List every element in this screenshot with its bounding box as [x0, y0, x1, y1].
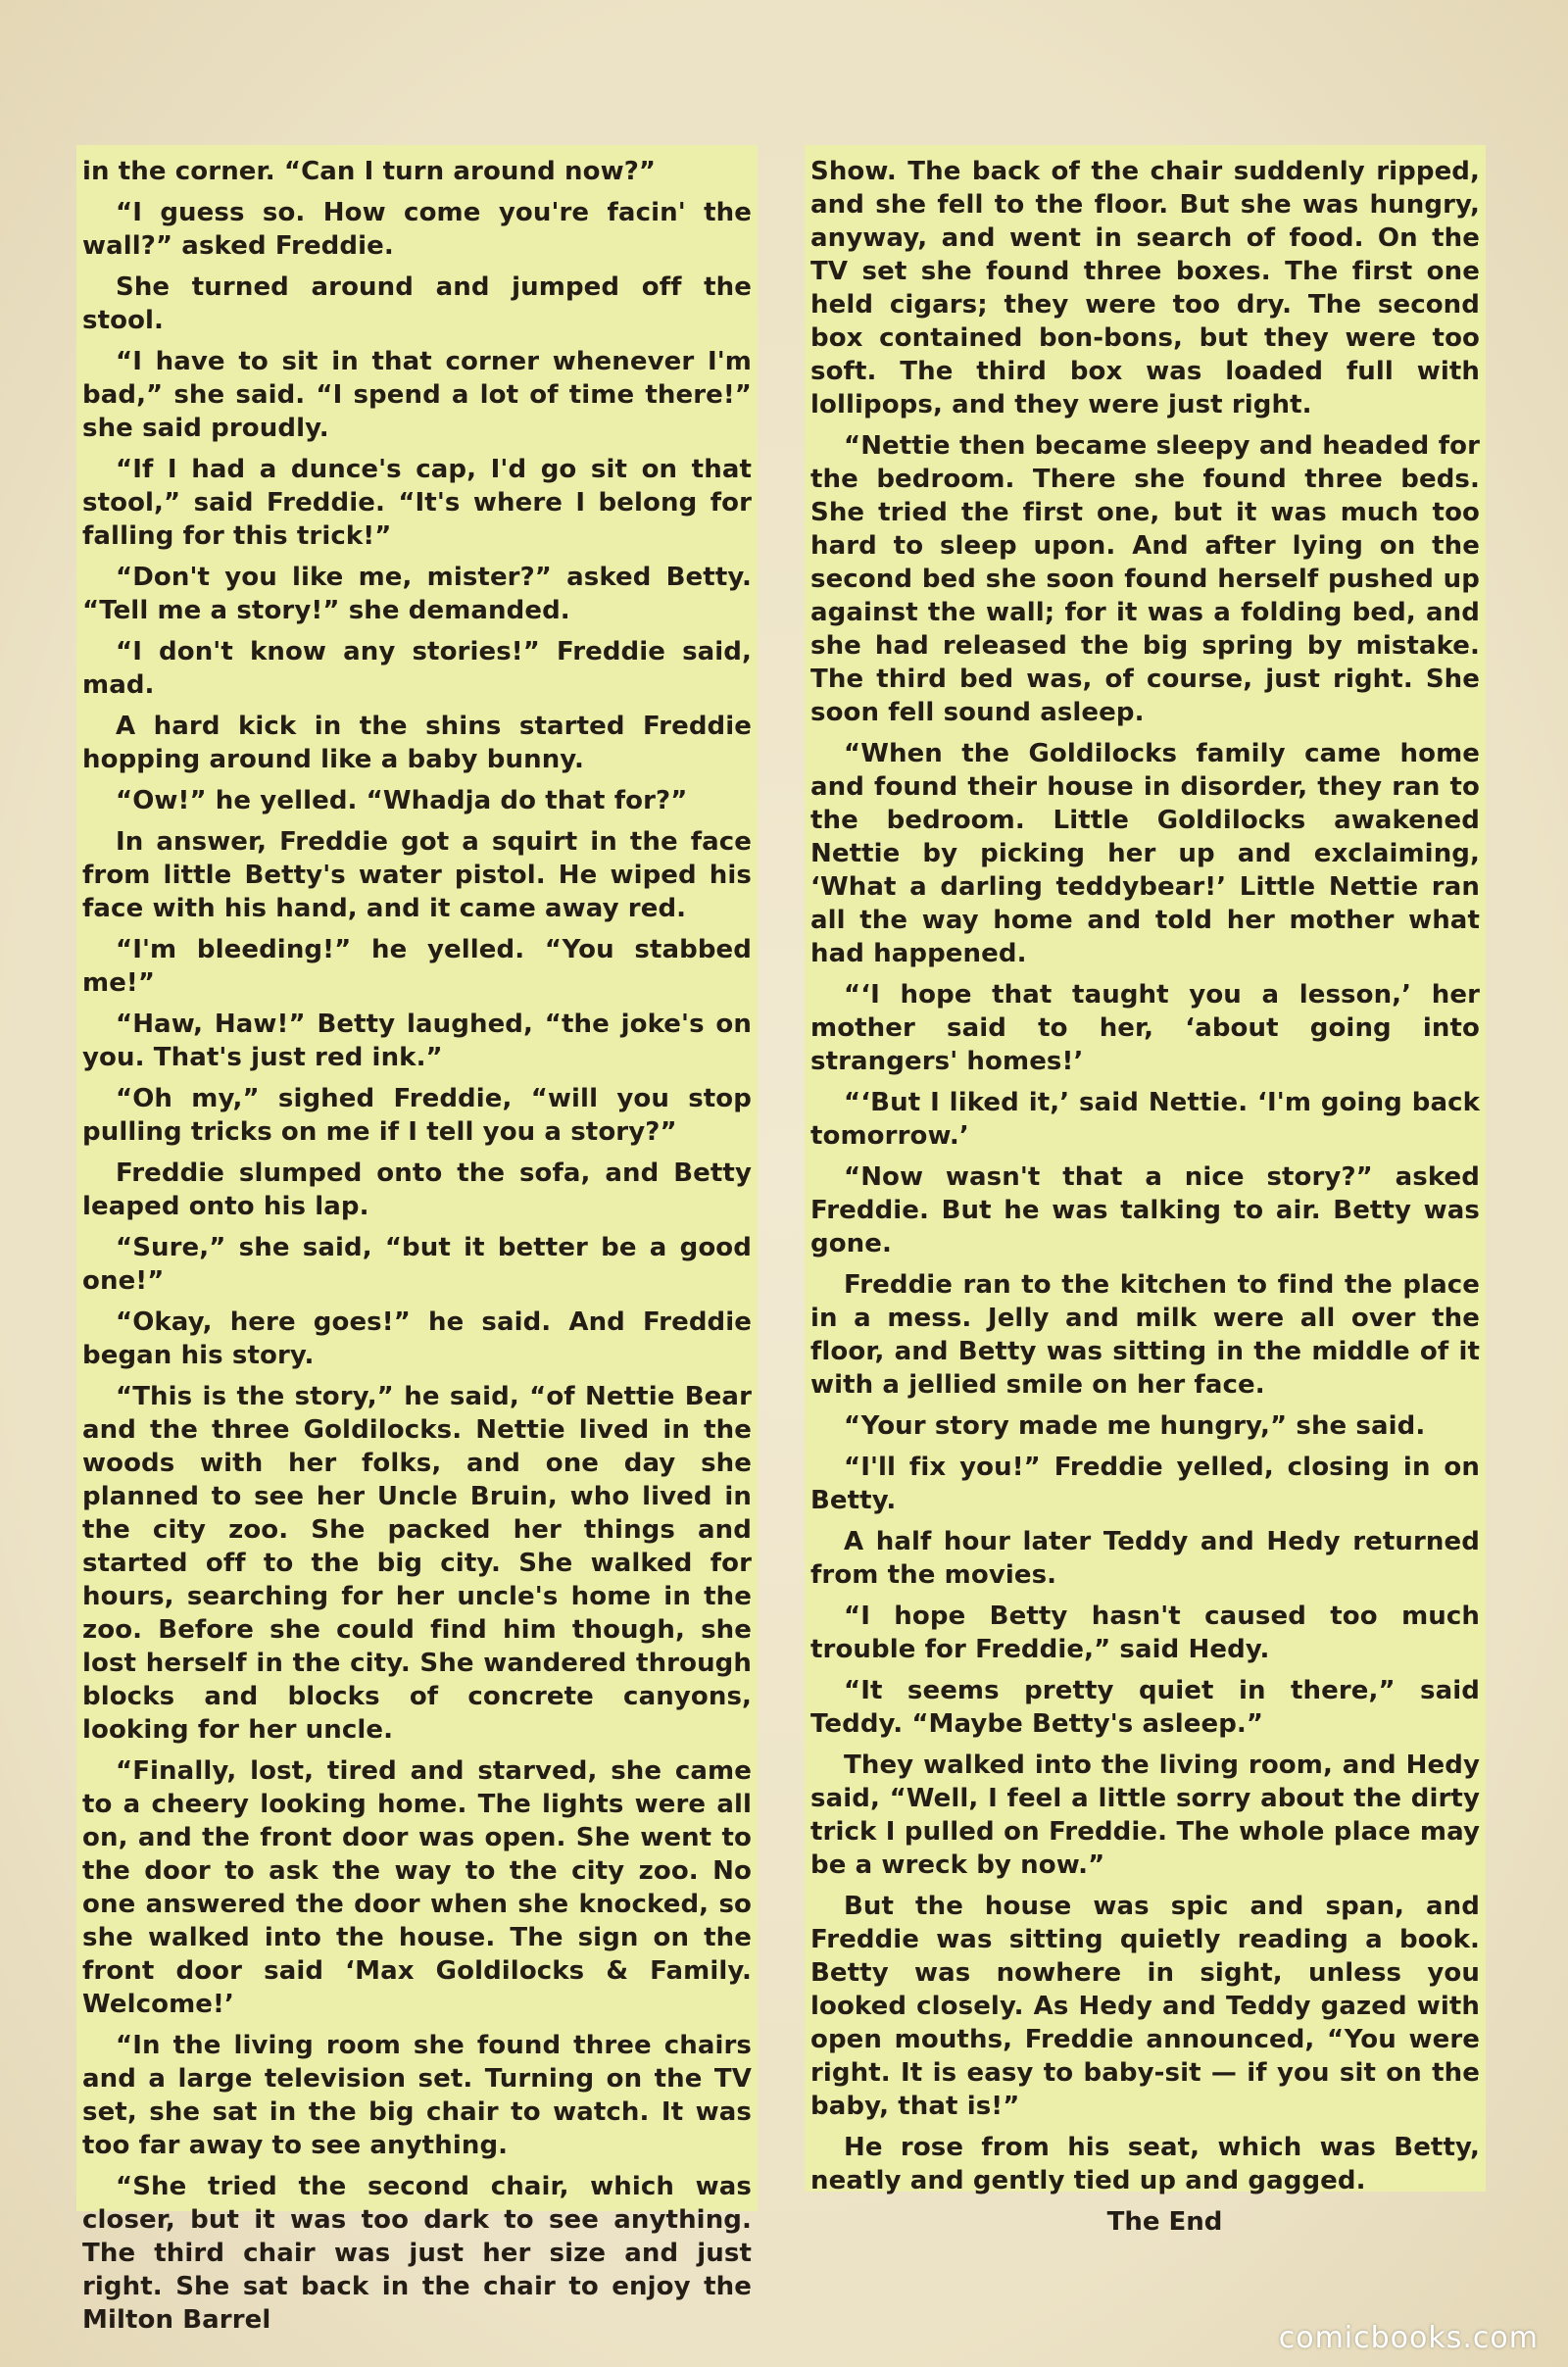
paragraph: “‘I hope that taught you a lesson,’ her mother said to her, ‘about going into strangers' homes!’ — [810, 980, 1480, 1076]
paragraph: “If I had a dunce's cap, I'd go sit on that stool,” said Freddie. “It's where I belong for falling for this trick!” — [82, 455, 752, 551]
paragraph: A half hour later Teddy and Hedy returned from the movies. — [810, 1527, 1480, 1590]
paragraph: “Ow!” he yelled. “Whadja do that for?” — [116, 786, 688, 815]
paragraph: “Your story made me hungry,” she said. — [844, 1411, 1426, 1441]
paragraph: In answer, Freddie got a squirt in the face from little Betty's water pistol. He wiped his face with his hand, and it came away red. — [82, 827, 752, 923]
paragraph: They walked into the living room, and Hedy said, “Well, I feel a little sorry about the dirty trick I pulled on Freddie. The whole place may be a wreck by now.” — [810, 1751, 1480, 1880]
paragraph: “I guess so. How come you're facin' the wall?” asked Freddie. — [82, 198, 752, 261]
paragraph: “She tried the second chair, which was closer, but it was too dark to see anything. The third chair was just her size and just right. She sat back in the chair to enjoy the Milton Barrel — [82, 2172, 752, 2335]
paragraph: “‘But I liked it,’ said Nettie. ‘I'm going back tomorrow.’ — [810, 1088, 1480, 1151]
left-text-column — [76, 145, 758, 2335]
paragraph: She turned around and jumped off the stool. — [82, 272, 752, 335]
paragraph: “In the living room she found three chairs and a large television set. Turning on the TV set, she sat in the big chair to watch. It was too far away to see anything. — [82, 2031, 752, 2160]
paragraph: He rose from his seat, which was Betty, neatly and gently tied up and gagged. — [810, 2133, 1480, 2195]
paragraph: “Sure,” she said, “but it better be a good one!” — [82, 1233, 752, 1296]
watermark: comicbooks.com — [1278, 2321, 1539, 2355]
paragraph: in the corner. “Can I turn around now?” — [82, 157, 657, 186]
paragraph: “Now wasn't that a nice story?” asked Freddie. But he was talking to air. Betty was gone. — [810, 1162, 1480, 1258]
the-end-label: The End — [1106, 2207, 1223, 2237]
paragraph: Freddie ran to the kitchen to find the place in a mess. Jelly and milk were all over the floor, and Betty was sitting in the middle of it with a jellied smile on her face. — [810, 1270, 1480, 1400]
paragraph: “I don't know any stories!” Freddie said, mad. — [82, 637, 752, 700]
paragraph: “I hope Betty hasn't caused too much trouble for Freddie,” said Hedy. — [810, 1602, 1480, 1664]
paragraph: A hard kick in the shins started Freddie hopping around like a baby bunny. — [82, 712, 752, 774]
paragraph: But the house was spic and span, and Freddie was sitting quietly reading a book. Betty was nowhere in sight, unless you looked closely. As Hedy and Teddy gazed with open mouths, Freddie announced, “You were right. It is easy to baby-sit — if you sit on the baby, that is!” — [810, 1892, 1480, 2121]
paragraph: “Haw, Haw!” Betty laughed, “the joke's on you. That's just red ink.” — [82, 1010, 752, 1072]
paragraph: “Don't you like me, mister?” asked Betty. “Tell me a story!” she demanded. — [82, 563, 752, 625]
paragraph: “Oh my,” sighed Freddie, “will you stop pulling tricks on me if I tell you a story?” — [82, 1084, 752, 1147]
paragraph: “This is the story,” he said, “of Nettie Bear and the three Goldilocks. Nettie lived in the woods with her folks, and one day she planned to see her Uncle Bruin, who lived in the city zoo. She packed her things and started off to the big city. She walked for hours, searching for her uncle's home in the zoo. Before she could find him though, she lost herself in the city. She wandered through blocks and blocks of concrete canyons, looking for her uncle. — [82, 1382, 752, 1745]
paragraph: “It seems pretty quiet in there,” said Teddy. “Maybe Betty's asleep.” — [810, 1676, 1480, 1739]
paragraph: “I'm bleeding!” he yelled. “You stabbed me!” — [82, 935, 752, 998]
paragraph: “Okay, here goes!” he said. And Freddie began his story. — [82, 1307, 752, 1370]
paragraph: “When the Goldilocks family came home and found their house in disorder, they ran to the bedroom. Little Goldilocks awakened Nettie by picking her up and exclaiming, ‘What a darling teddybear!’ Little Nettie ran all the way home and told her mother what had happened. — [810, 739, 1480, 968]
paragraph: “I have to sit in that corner whenever I'm bad,” she said. “I spend a lot of time there!” she said proudly. — [82, 347, 752, 443]
paragraph: Show. The back of the chair suddenly ripped, and she fell to the floor. But she was hungry, anyway, and went in search of food. On the TV set she found three boxes. The first one held cigars; they were too dry. The second box contained bon-bons, but they were too soft. The third box was loaded full with lollipops, and they were just right. — [810, 157, 1480, 419]
right-text-column — [805, 145, 1486, 2237]
paragraph: “I'll fix you!” Freddie yelled, closing in on Betty. — [810, 1453, 1480, 1515]
paragraph: “Nettie then became sleepy and headed for the bedroom. There she found three beds. She tried the first one, but it was much too hard to sleep upon. And after lying on the second bed she soon found herself pushed up against the wall; for it was a folding bed, and she had released the big spring by mistake. The third bed was, of course, just right. She soon fell sound asleep. — [810, 431, 1480, 727]
paragraph: Freddie slumped onto the sofa, and Betty leaped onto his lap. — [82, 1159, 752, 1221]
paragraph: “Finally, lost, tired and starved, she came to a cheery looking home. The lights were all on, and the front door was open. She went to the door to ask the way to the city zoo. No one answered the door when she knocked, so she walked into the house. The sign on the front door said ‘Max Goldilocks & Family. Welcome!’ — [82, 1756, 752, 2019]
